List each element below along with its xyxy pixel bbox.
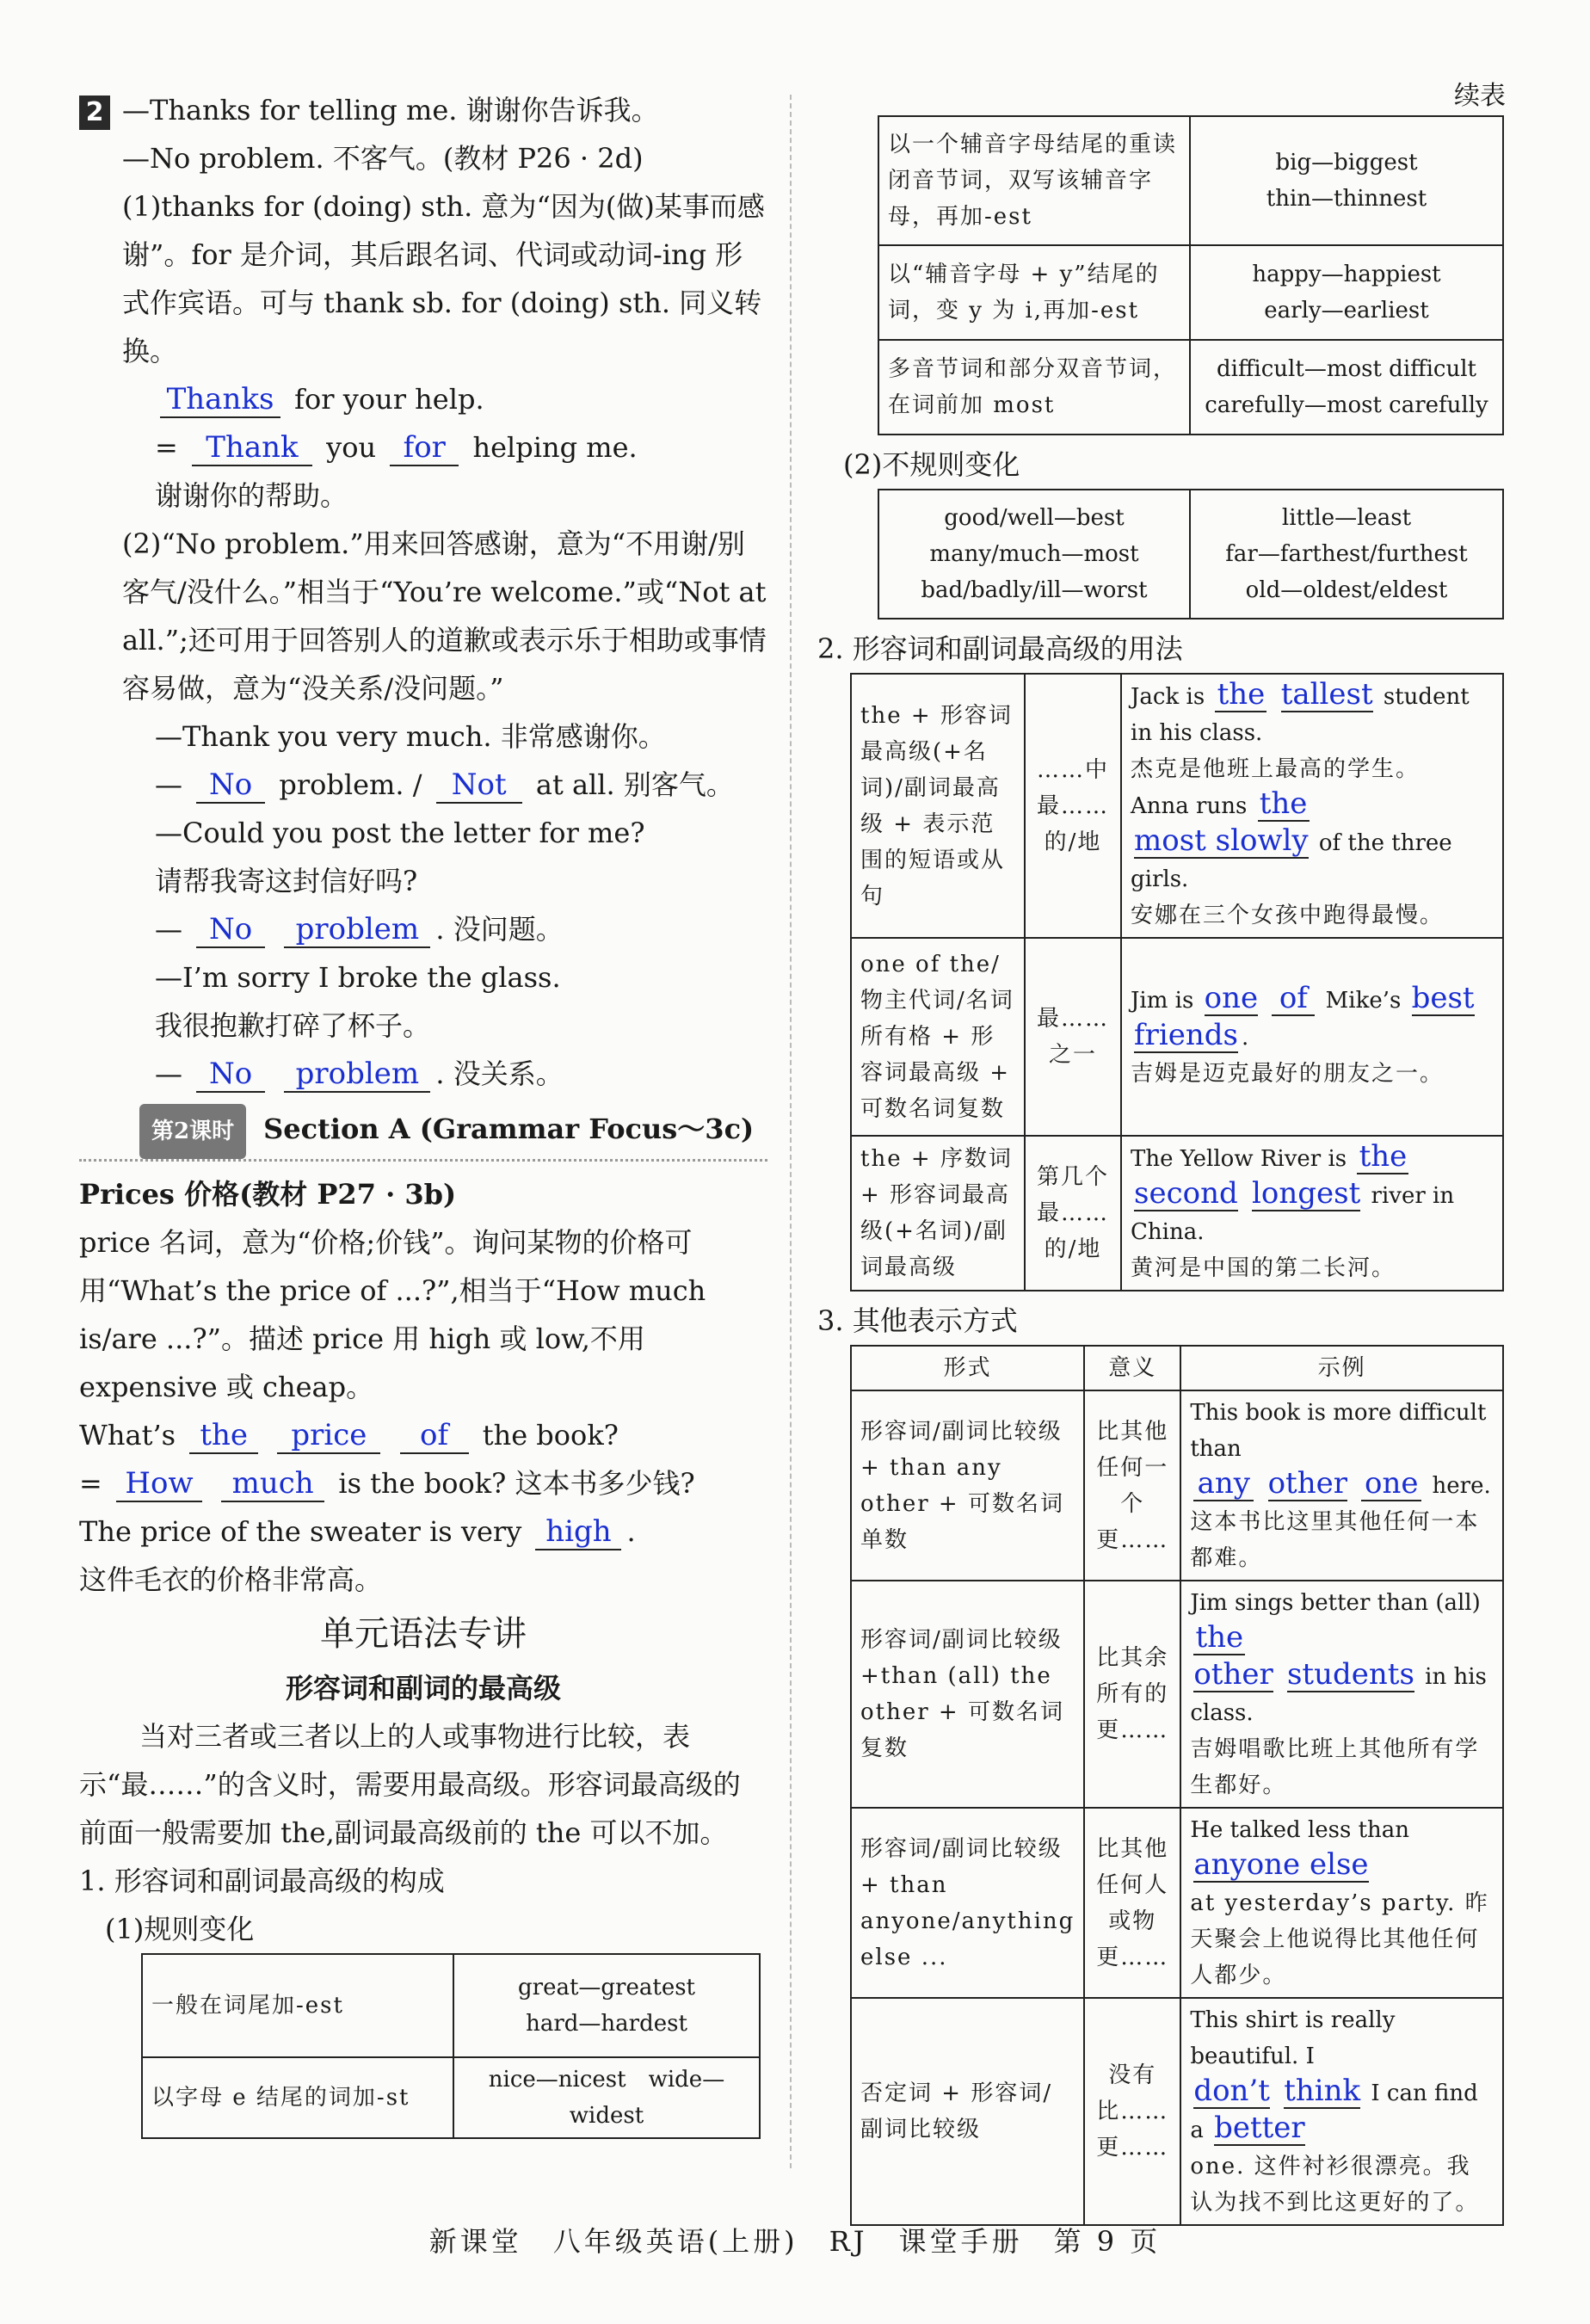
dialog-example [79,761,767,809]
unit-grammar-title: 单元语法专讲 [320,1614,527,1654]
table-row [851,938,1503,1136]
form-cell: 形容词/副词比较级 + than anyone/anything else ... [851,1808,1084,1998]
example-text: Mike’s [1325,988,1402,1014]
answer-blank[interactable]: any [1193,1467,1254,1501]
answer-blank[interactable]: other [1193,1657,1273,1692]
rule-table-right [878,115,1504,435]
answer-blank[interactable]: the [1193,1621,1245,1655]
answer-blank[interactable]: Not [436,767,522,804]
answer-blank[interactable]: don’t [1193,2074,1270,2108]
left-column [79,86,767,2139]
answer-blank[interactable]: the [189,1418,258,1454]
prices-example [79,1411,767,1459]
irregular-table [878,489,1504,620]
example-translation: 杰克是他班上最高的学生。 [1131,756,1421,782]
other-ways-table [850,1345,1504,2226]
answer-blank[interactable]: one [1361,1467,1421,1501]
prices-example [79,1459,767,1507]
example-cell: happy—happiest early—earliest [1190,245,1503,340]
answer-blank[interactable]: Thank [192,430,312,466]
example-text: you [326,431,377,464]
dialog-translation: 请帮我寄这封信好吗? [155,865,418,897]
dialog-example: —Thank you very much. 非常感谢你。 [155,720,666,753]
example-text: . [626,1515,636,1548]
answer-blank[interactable]: How [116,1466,202,1502]
lesson-header [79,1103,767,1162]
table-row [851,1581,1503,1808]
answer-blank[interactable]: longest [1252,1176,1361,1211]
example-cell: nice—nicest wide—widest [453,2057,760,2138]
answer-blank[interactable]: of [400,1418,469,1454]
example-text: He talked less than [1190,1817,1410,1843]
table-header-row [851,1346,1503,1390]
dialog-line-2: —No problem. 不客气。(教材 P26 · 2d) [122,142,644,175]
example-text: is the book? 这本书多少钱? [338,1467,695,1500]
answer-blank[interactable]: best [1411,981,1475,1015]
answer-blank[interactable]: tallest [1280,677,1373,712]
example-cell [1121,1136,1503,1291]
dialog-text: —Thanks for telling me. 谢谢你告诉我。 [122,94,659,126]
table-row [878,340,1503,435]
dialog-example [79,905,767,953]
example-cell [1121,674,1503,938]
rule-table-left [141,1953,761,2139]
answer-blank[interactable]: No [196,912,265,948]
example-line [79,423,767,472]
answer-blank[interactable]: problem [284,1057,430,1093]
answer-blank[interactable]: for [390,430,459,466]
prices-explanation: price 名词，意为“价格;价钱”。询问某物的价格可用“What’s the price of ...?”,相当于“How much is/are ...?”。描述 price 用 high 或 low,不用 expensive 或 cheap。 [79,1226,706,1403]
example-text: Anna runs [1131,793,1248,819]
dialog-line-1 [79,86,767,134]
answer-blank[interactable]: the [1357,1140,1408,1174]
answer-blank[interactable]: No [196,767,265,804]
rule-cell: 一般在词尾加-est [142,1954,453,2057]
equals-sign: = [79,1467,102,1500]
example-text: This shirt is really beautiful. I [1190,2007,1396,2069]
answer-blank[interactable]: other [1267,1466,1347,1501]
table-row [851,674,1503,938]
table-row [851,1808,1503,1998]
example-text: This book is more difficult than [1190,1400,1487,1462]
rule-cell: 以字母 e 结尾的词加-st [142,2057,453,2138]
answer-blank[interactable]: price [277,1418,380,1454]
example-text: Jim sings better than (all) [1190,1590,1481,1616]
example-cell: great—greatest hard—hardest [453,1954,760,2057]
answer-blank[interactable]: friends [1134,1018,1238,1052]
irregular-title: (2)不规则变化 [843,448,1020,481]
meaning-cell: 比其他任何一个更…… [1084,1390,1180,1581]
dash: — [155,1057,182,1090]
rule-cell: 以一个辅音字母结尾的重读闭音节词，双写该辅音字母，再加-est [878,116,1190,245]
dialog-translation: 我很抱歉打碎了杯子。 [155,1009,431,1042]
example-cell: difficult—most difficult carefully—most carefully [1190,340,1503,435]
page-footer: 新课堂 八年级英语(上册) RJ 课堂手册 第 9 页 [428,2225,1162,2258]
example-cell [1180,1390,1503,1581]
dialog-example: —I’m sorry I broke the glass. [155,961,561,994]
answer-blank[interactable]: think [1284,2074,1361,2108]
meaning-cell: 没有比……更…… [1084,1998,1180,2225]
usage-table [850,673,1504,1291]
example-text: . 没关系。 [435,1057,564,1090]
example-text: I can find a [1190,2081,1478,2143]
irregular-cell: little—least far—farthest/furthest old—oldest/eldest [1190,490,1503,619]
example-translation: 谢谢你的帮助。 [155,479,348,512]
meaning-cell: 最……之一 [1025,938,1121,1136]
form-cell: 形容词/副词比较级 + than any other + 可数名词单数 [851,1390,1084,1581]
irregular-cell: good/well—best many/much—most bad/badly/ill—worst [878,490,1190,619]
prices-translation: 这件毛衣的价格非常高。 [79,1563,383,1596]
continued-label: 续表 [1454,81,1506,111]
table-row [851,1998,1503,2225]
dash: — [155,768,182,801]
column-header: 形式 [851,1346,1084,1390]
example-text: of the three girls. [1131,830,1452,892]
answer-blank[interactable]: students [1286,1657,1414,1692]
example-translation: 黄河是中国的第二长河。 [1131,1255,1396,1281]
example-text: . [1241,1025,1249,1051]
example-text: here. [1432,1473,1491,1499]
example-cell [1180,1581,1503,1808]
answer-blank[interactable]: No [196,1057,265,1093]
example-text: river in China. [1131,1183,1455,1245]
example-text: one. 这件衬衫很漂亮。我认为找不到比这更好的了。 [1190,2154,1480,2216]
answer-blank[interactable]: most slowly [1134,823,1309,858]
grammar-intro: 当对三者或三者以上的人或事物进行比较，表示“最……”的含义时，需要用最高级。形容词最高级的前面一般需要加 the,副词最高级前的 the 可以不加。 [79,1720,741,1849]
dialog-example: —Could you post the letter for me? [155,817,645,849]
prices-example [79,1507,767,1556]
example-cell [1121,938,1503,1136]
example-text: at yesterday’s party. 昨天聚会上他说得比其他任何人都少。 [1190,1890,1489,1988]
explanation-1: (1)thanks for (doing) sth. 意为“因为(做)某事而感谢”。for 是介词，其后跟名词、代词或动词-ing 形式作宾语。可与 thank sb. for (doing) sth. 同义转换。 [122,190,765,367]
example-text: problem. / [279,768,422,801]
example-cell [1180,1998,1503,2225]
section-3-title: 3. 其他表示方式 [817,1304,1018,1337]
rule-cell: 以“辅音字母 + y”结尾的词，变 y 为 i,再加-est [878,245,1190,340]
example-text: for your help. [294,383,484,416]
table-row [878,116,1503,245]
form-cell: one of the/物主代词/名词所有格 + 形容词最高级 + 可数名词复数 [851,938,1025,1136]
answer-blank[interactable]: problem [284,912,430,948]
dash: — [155,913,182,946]
section-1-title: 1. 形容词和副词最高级的构成 [79,1865,445,1897]
column-divider [790,95,792,2168]
form-cell: the + 序数词 + 形容词最高级(+名词)/副词最高级 [851,1136,1025,1291]
table-row [878,245,1503,340]
answer-blank[interactable]: much [221,1466,324,1502]
form-cell: 否定词 + 形容词/副词比较级 [851,1998,1084,2225]
example-translation: 这本书比这里其他任何一本都难。 [1190,1509,1480,1571]
example-translation: 吉姆唱歌比班上其他所有学生都好。 [1190,1736,1480,1798]
example-cell [1180,1808,1503,1998]
answer-blank[interactable]: better [1214,2111,1305,2145]
regular-change-title: (1)规则变化 [105,1913,255,1945]
answer-blank[interactable]: second [1134,1176,1238,1211]
answer-blank[interactable]: the [1215,678,1266,712]
example-text: helping me. [472,431,638,464]
example-text: student in his class. [1131,684,1470,746]
meaning-cell: ……中最……的/地 [1025,674,1121,938]
meaning-cell: 比其余所有的更…… [1084,1581,1180,1808]
right-column [817,81,1506,2226]
example-text: . 没问题。 [435,913,564,946]
table-row [851,1136,1503,1291]
answer-blank[interactable]: one [1204,981,1259,1015]
answer-blank[interactable]: Thanks [160,382,280,418]
example-text: The price of the sweater is very [79,1515,522,1548]
explanation-2: (2)“No problem.”用来回答感谢，意为“不用谢/别客气/没什么。”相当于“You’re welcome.”或“Not at all.”;还可用于回答别人的道歉或表示乐于相助或事情容易做，意为“没关系/没问题。” [122,527,767,705]
table-row [878,490,1503,619]
form-cell: the + 形容词最高级(+名词)/副词最高级 + 表示范围的短语或从句 [851,674,1025,938]
example-text: at all. 别客气。 [535,768,734,801]
lesson-tag: 第2课时 [139,1104,246,1159]
table-row [142,1954,760,2057]
column-header: 意义 [1084,1346,1180,1390]
example-text: What’s [79,1419,176,1452]
prices-heading: Prices 价格(教材 P27 · 3b) [79,1178,457,1211]
answer-blank[interactable]: anyone else [1193,1847,1369,1882]
example-cell: big—biggest thin—thinnest [1190,116,1503,245]
form-cell: 形容词/副词比较级+than (all) the other + 可数名词复数 [851,1581,1084,1808]
example-text: The Yellow River is [1131,1146,1347,1172]
grammar-subtitle: 形容词和副词的最高级 [285,1672,561,1704]
example-text: Jim is [1131,988,1194,1014]
table-row [851,1390,1503,1581]
answer-blank[interactable]: high [535,1514,621,1550]
rule-cell: 多音节词和部分双音节词，在词前加 most [878,340,1190,435]
equals-sign: = [155,431,178,464]
example-text: the book? [482,1419,619,1452]
item-number-badge: 2 [79,96,110,130]
meaning-cell: 比其他任何人或物更…… [1084,1808,1180,1998]
example-text: Jack is [1131,684,1205,710]
section-2-title: 2. 形容词和副词最高级的用法 [817,632,1183,665]
example-text: in his class. [1190,1664,1487,1726]
answer-blank[interactable]: of [1272,982,1315,1016]
table-row [142,2057,760,2138]
lesson-title: Section A (Grammar Focus～3c) [263,1113,755,1145]
column-header: 示例 [1180,1346,1503,1390]
example-line [79,375,767,423]
example-translation: 安娜在三个女孩中跑得最慢。 [1131,903,1445,928]
example-translation: 吉姆是迈克最好的朋友之一。 [1131,1061,1445,1087]
answer-blank[interactable]: the [1258,787,1310,822]
meaning-cell: 第几个最……的/地 [1025,1136,1121,1291]
dialog-example [79,1050,767,1098]
